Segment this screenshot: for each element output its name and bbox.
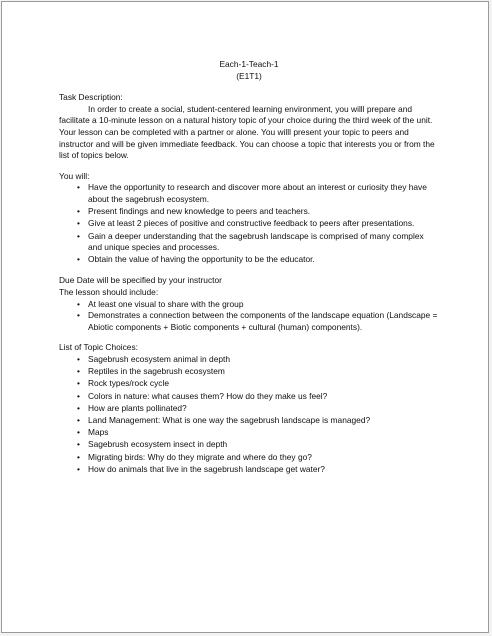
task-body: In order to create a social, student-centered learning environment, you willl prepare and facilitate a 10-minute lesson on a natural history topic of your choice during the third week of the unit. Your lesson can be completed with a partner or alone. You willl present your topic to peers and instructor and will be given immediate feedback. You can choose a topic that interests you or from the list of topics below. (59, 103, 435, 161)
you-will-heading: You will: (59, 170, 90, 181)
list-item: • Demonstrates a connection between the components of the landscape equation (Landscape = Abiotic components + Biotic components + cultural (human) components). (88, 310, 439, 333)
topics-heading: List of Topic Choices: (59, 342, 138, 353)
list-item: • Land Management: What is one way the sagebrush landscape is managed? (88, 415, 439, 427)
lesson-heading: The lesson should include: (59, 287, 159, 298)
list-item: • Give at least 2 pieces of positive and constructive feedback to peers after presentations. (88, 218, 439, 230)
list-item: • Rock types/rock cycle (88, 378, 439, 390)
task-heading: Task Description: (59, 92, 123, 103)
list-item: • At least one visual to share with the group (88, 299, 439, 311)
list-item: • Maps (88, 427, 439, 439)
document-page (1, 1, 489, 633)
list-item: • Gain a deeper understanding that the sagebrush landscape is comprised of many complex and unique species and processes. (88, 231, 439, 254)
list-item: • Colors in nature: what causes them? How do they make us feel? (88, 391, 439, 403)
you-will-list (59, 182, 439, 266)
document-title: Each-1-Teach-1 (219, 59, 279, 69)
topics-list (59, 354, 439, 475)
due-date-text: Due Date will be specified by your instructor (59, 275, 222, 286)
list-item: • How do animals that live in the sagebrush landscape get water? (88, 464, 439, 476)
list-item: • Sagebrush ecosystem animal in depth (88, 354, 439, 366)
list-item: • Reptiles in the sagebrush ecosystem (88, 366, 439, 378)
list-item: • Obtain the value of having the opportunity to be the educator. (88, 254, 439, 266)
list-item: • Migrating birds: Why do they migrate and where do they go? (88, 452, 439, 464)
lesson-list (59, 299, 439, 334)
list-item: • Present findings and new knowledge to peers and teachers. (88, 206, 439, 218)
list-item: • How are plants pollinated? (88, 403, 439, 415)
document-subtitle: (E1T1) (236, 70, 262, 81)
list-item: • Have the opportunity to research and discover more about an interest or curiosity they have about the sagebrush ecosystem. (88, 182, 439, 205)
list-item: • Sagebrush ecosystem insect in depth (88, 439, 439, 451)
document-content (59, 59, 439, 476)
